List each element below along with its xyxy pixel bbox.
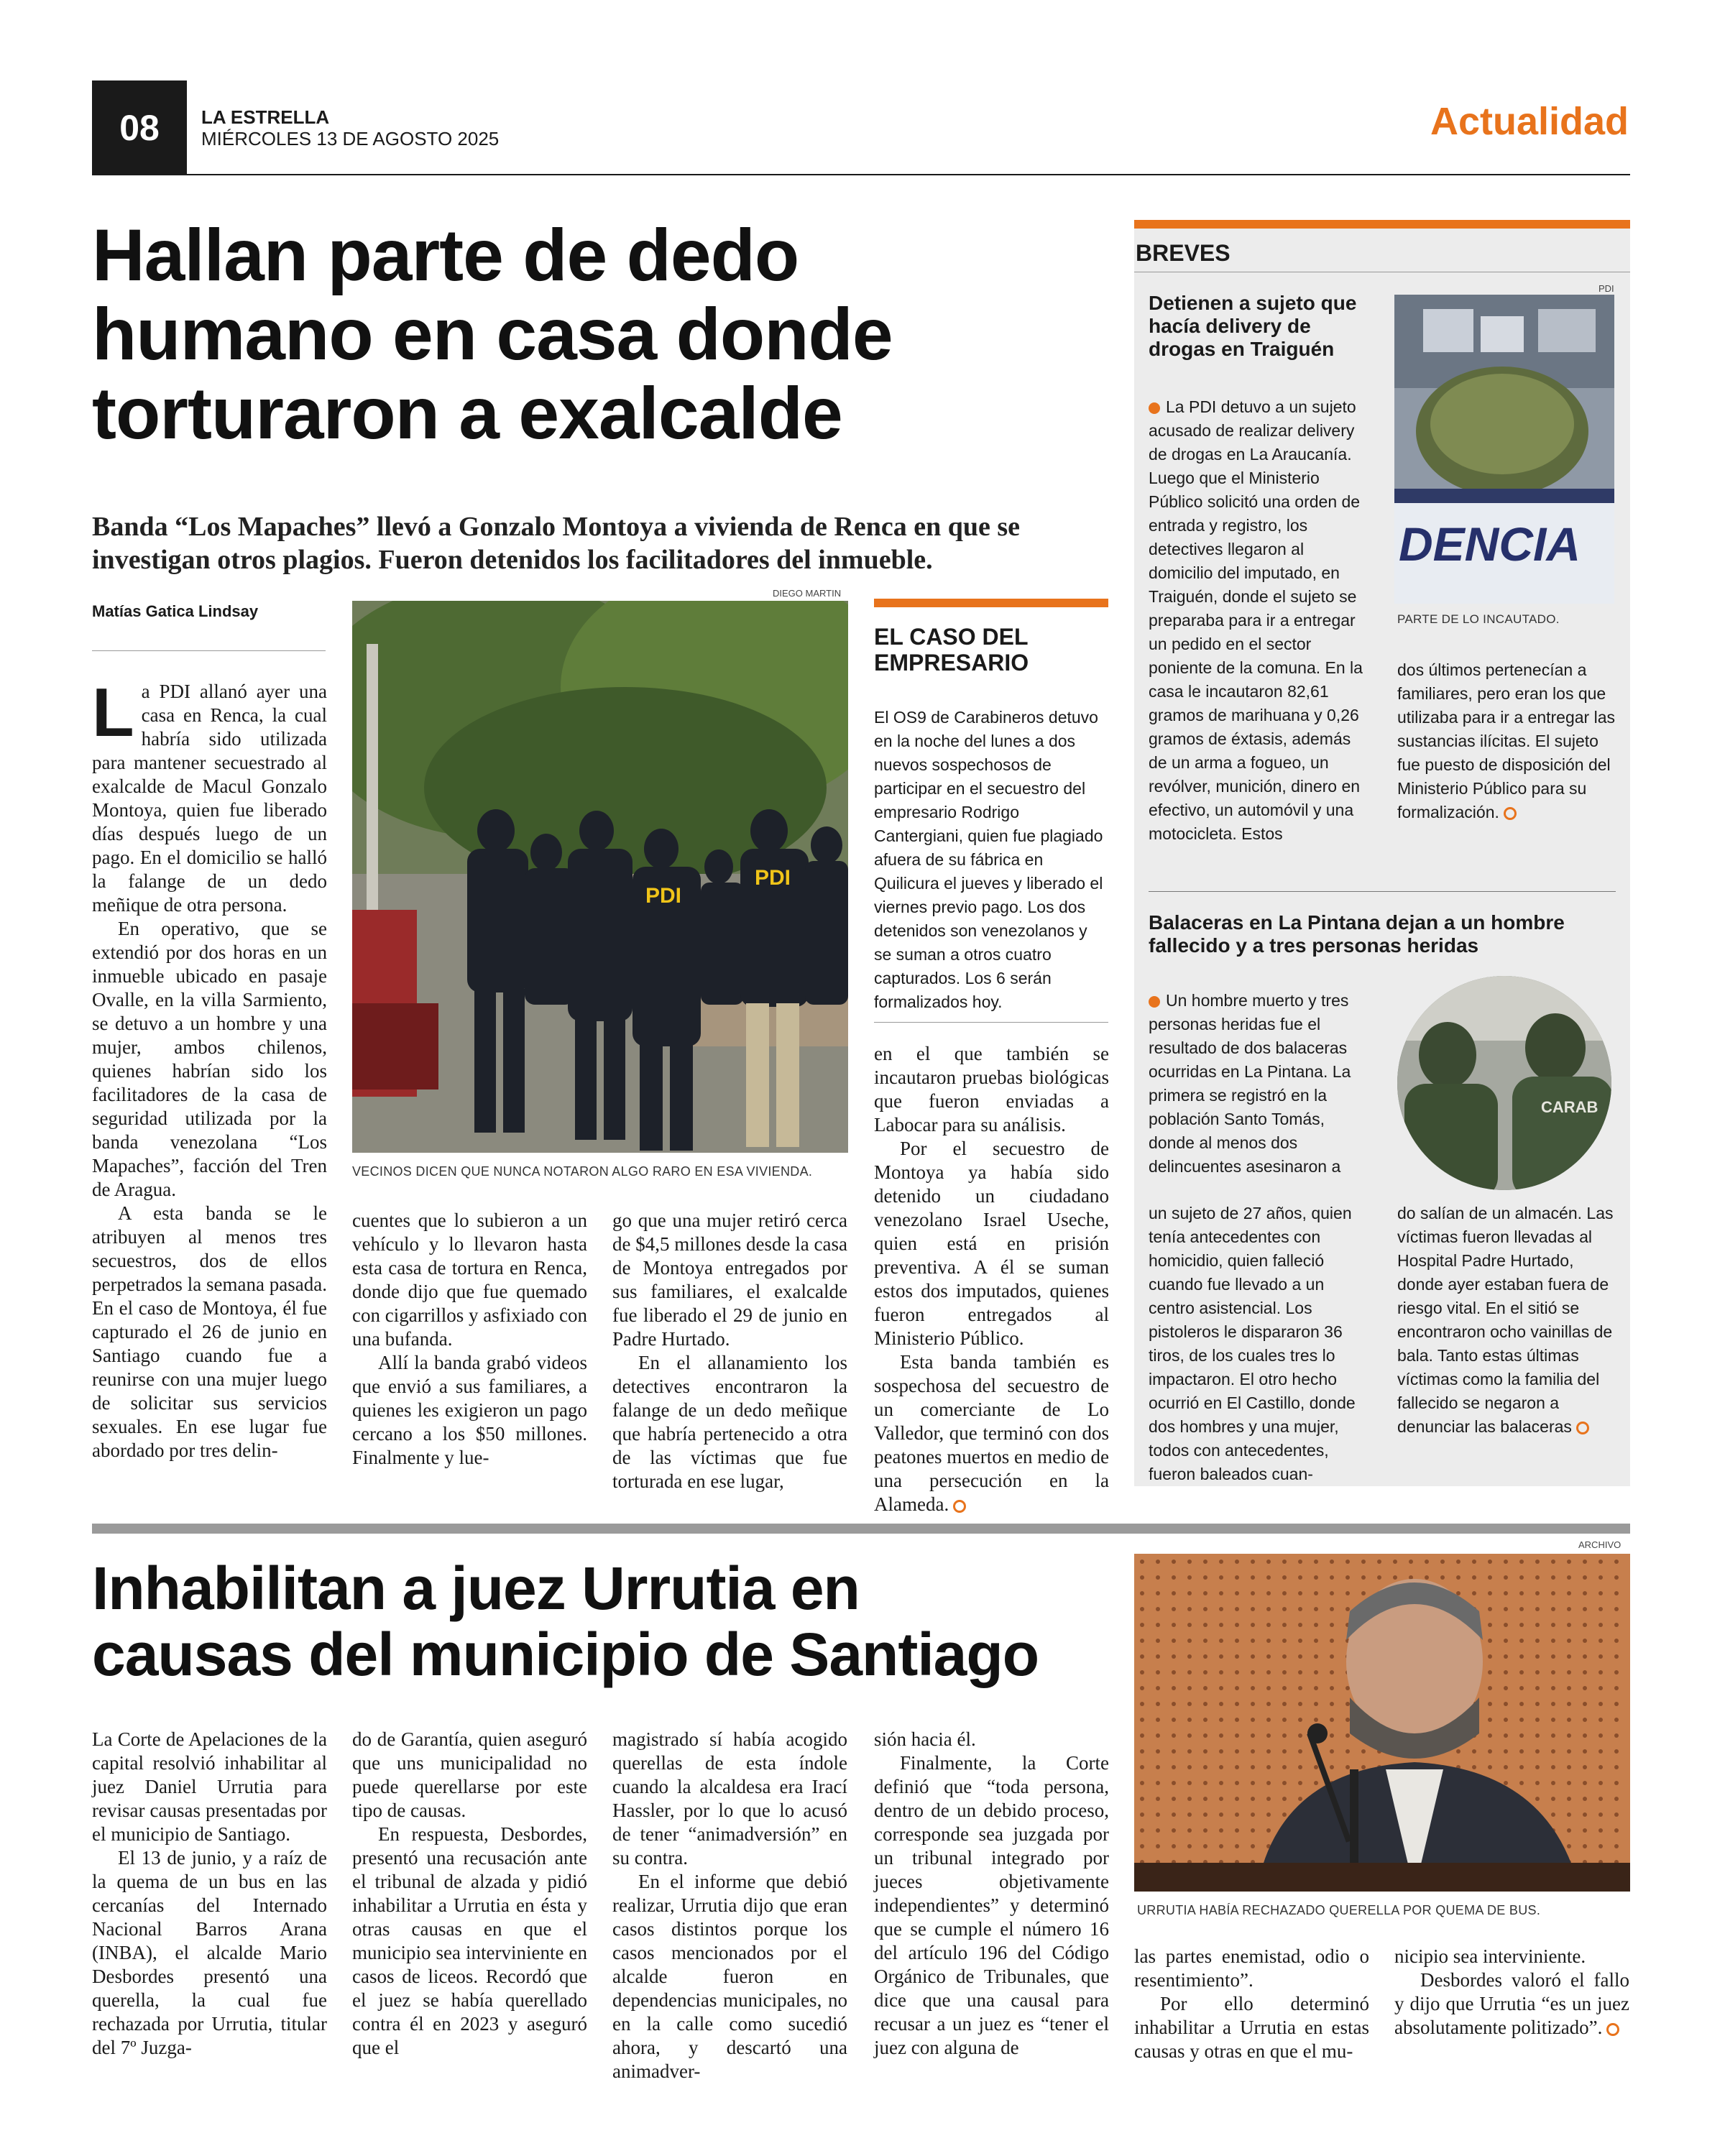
brief-2-text-a-top [1149,989,1364,1179]
paragraph: a PDI allanó ayer una casa en Renca, la cual habría sido utilizada para mantener secuestrado al exalcalde de Macul Gonzalo Montoya, quien fue liberado días después luego de un pago. En el domicilio se halló la falange de un dedo meñique de otra persona. [92,681,327,916]
case-sidebar-bar [874,599,1108,607]
second-photo [1134,1554,1630,1892]
breves-bar [1134,220,1630,229]
article-column-3 [612,1209,847,1493]
second-photo-caption: URRUTIA HABÍA RECHAZADO QUERELLA POR QUEMA DE BUS. [1137,1903,1541,1917]
paragraph: Finalmente, la Corte definió que “toda persona, dentro de un debido proceso, corresponde sea juzgada por un tribunal integrado por jueces objetivamente independientes” y determinó que se cumple el número 16 del artículo 196 del Código Orgánico de Tribunales, que dice que una causal para recusar a un juez es “tener el juez con alguna de [874,1752,1109,2058]
brief-2-title [1149,911,1623,957]
paragraph: nicipio sea interviniente. [1394,1945,1586,1967]
brief-2-text-b [1397,1202,1617,1439]
paragraph: En el informe que debió realizar, Urrutia dijo que eran casos distintos porque los casos mencionados por el alcalde fueron en dependencias municipales, no en la calle como sucedió ahora, y descartó una animadver- [612,1871,847,2082]
second-photo-credit: ARCHIVO [1578,1539,1622,1550]
paragraph: El 13 de junio, y a raíz de la quema de un bus en las cercanías del Internado Nacional Barros Arana (INBA), el alcalde Mario Desbordes presentó una querella, la cual fue rechazada por Urrutia, titular del 7º Juzga- [92,1847,327,2058]
brief-title-line: hacía delivery de [1149,315,1311,337]
brief-paragraph: un sujeto de 27 años, quien tenía antecedentes con homicidio, quien falleció cuando fue llevado a un centro asistencial. Los pistoleros le dispararon 36 tiros, de los cuales tres lo impactaron. El otro hecho ocurrió en El Castillo, donde dos hombres y una mujer, todos con antecedentes, fueron baleados cuan- [1149,1204,1356,1483]
paragraph [874,1350,1109,1516]
section-divider [92,1524,1630,1534]
article-column-1 [92,674,327,1462]
brief-1-text-a [1149,395,1368,846]
paragraph: magistrado sí había acogido querellas de esta índole cuando la alcaldesa era Irací Hassler, por lo que lo acusó de tener “animadversión” en su contra. [612,1728,847,1869]
paragraph: las partes enemistad, odio o resentimiento”. [1134,1945,1369,1991]
end-mark-icon [953,1500,966,1513]
end-mark-icon [1606,2023,1619,2036]
brief-1-title [1149,292,1393,361]
case-sidebar-text: El OS9 de Carabineros detuvo en la noche del lunes a dos nuevos sospechosos de participar en el secuestro del empresario Rodrigo Cantergiani, quien fue plagiado afuera de su fábrica en Quilicura el jueves y liberado el viernes previo pago. Los dos detenidos son venezolanos y se suman a otros cuatro capturados. Los 6 serán formalizados hoy. [874,708,1103,1011]
seized-drugs-photo [1394,295,1614,604]
second-column-4 [874,1728,1109,2060]
case-sidebar-title [874,624,1108,676]
header-rule [92,174,1630,175]
page-number: 08 [92,80,187,175]
paragraph: En respuesta, Desbordes, presentó una recusación ante el tribunal de alzada y pidió inhabilitar a Urrutia en ésta y otras causas en que el municipio sea interviniente en casos de liceos. Recordó que el juez se había querellado contra él en 2023 y aseguró que el [352,1823,587,2058]
main-headline [92,216,1127,453]
sidebar-title-line: EL CASO DEL [874,624,1029,650]
second-column-2 [352,1728,587,2060]
paragraph [1394,1968,1629,2040]
byline: Matías Gatica Lindsay [92,602,259,620]
brief-paragraph: dos últimos pertenecían a familiares, pero eran los que utilizaba para ir a entregar las sustancias ilícitas. El sujeto fue puesto de disposición del Ministerio Público para su formalización. [1397,660,1615,821]
paper-name: LA ESTRELLA [201,106,330,128]
paragraph: Allí la banda grabó videos que envió a sus familiares, a quienes les exigieron un pago cercano a los $50 millones. Finalmente y lue- [352,1352,587,1468]
sidebar-title-line: EMPRESARIO [874,650,1029,676]
brief-paragraph: La PDI detuvo a un sujeto acusado de realizar delivery de drogas en La Araucanía. Luego que el Ministerio Público solicitó una orden de entrada y registro, los detectives llegaron al domicilio del imputado, en Traiguén, donde el sujeto se preparaba para ir a entregar un pedido en el sector poniente de la comuna. En la casa le incautaron 82,61 gramos de marihuana y 0,26 gramos de éxtasis, además de un arma a fogueo, un revólver, munición, dinero en efectivo, un automóvil y una motocicleta. Estos [1149,397,1363,843]
paragraph: En operativo, que se extendió por dos horas en un inmueble ubicado en pasaje Ovalle, en la villa Sarmiento, se detuvo a un hombre y una mujer, ambos chilenos, quienes habrían sido los facilitadores de la casa de seguridad utilizada por la banda venezolana “Los Mapaches”, facción del Tren de Aragua. [92,918,327,1200]
paragraph: do de Garantía, quien aseguró que uns municipalidad no puede querellarse por este tipo de causas. [352,1728,587,1821]
brief-title-line: Detienen a sujeto que [1149,292,1357,314]
judge-portrait-photo [1134,1554,1630,1892]
second-headline [92,1555,1134,1687]
photo-caption: VECINOS DICEN QUE NUNCA NOTARON ALGO RARO EN ESA VIVIENDA. [352,1164,813,1179]
brief-1-text-b [1397,658,1617,824]
brief-divider [1149,891,1616,892]
vest-text: PDI [645,884,682,908]
paragraph: La Corte de Apelaciones de la capital resolvió inhabilitar al juez Daniel Urrutia para revisar causas presentadas por el municipio de Santiago. [92,1728,327,1845]
vest-text: PDI [755,866,791,890]
paragraph: Por el secuestro de Montoya ya había sido detenido un ciudadano venezolano Israel Useche, quien está en prisión preventiva. A él se suman estos dos imputados, quienes fueron entregados al Ministerio Público. [874,1138,1109,1349]
headline-line: Inhabilitan a juez Urrutia en [92,1554,860,1622]
brief-title-line: fallecido y a tres personas heridas [1149,934,1479,957]
paragraph: A esta banda se le atribuyen al menos tres secuestros, dos de ellos perpetrados la semana pasada. En el caso de Montoya, él fue capturado el 26 de junio en Santiago cuando fue a reunirse con una mujer luego de solicitar sus servicios sexuales. En ese lugar fue abordado por tres delin- [92,1202,327,1461]
main-photo [352,601,848,1153]
second-column-5 [1134,1945,1369,2063]
breves-label: BREVES [1136,240,1230,266]
drop-cap: L [92,674,134,751]
bullet-dot-icon [1149,402,1160,414]
issue-date: MIÉRCOLES 13 DE AGOSTO 2025 [201,128,500,149]
carabineros-photo [1397,976,1611,1190]
paragraph: sión hacia él. [874,1728,976,1750]
headline-line: humano en casa donde [92,293,893,375]
brief-paragraph: Un hombre muerto y tres personas heridas fue el resultado de dos balaceras ocurridas en La Pintana. La primera se registró en la población Santo Tomás, donde al menos dos delincuentes asesinaron a [1149,991,1351,1176]
photo-credit: DIEGO MARTIN [773,588,842,599]
brief-2-text-a-bottom [1149,1202,1368,1486]
end-mark-icon [1576,1422,1589,1434]
brief-title-line: drogas en Traiguén [1149,338,1335,360]
case-sidebar-rule [874,1022,1108,1023]
paragraph-text: Esta banda también es sospechosa del secuestro de un comerciante de Lo Valledor, que terminó con dos peatones muertos en medio de una persecución en la Alameda. [874,1351,1109,1515]
section-label: Actualidad [1430,100,1629,143]
headline-line: causas del municipio de Santiago [92,1621,1039,1688]
paragraph: go que una mujer retiró cerca de $4,5 millones desde la casa de Montoya entregados por sus familiares, el exalcalde fue liberado el 29 de junio en Padre Hurtado. [612,1210,847,1350]
brief-2-photo [1397,976,1611,1190]
paragraph: cuentes que lo subieron a un vehículo y lo llevaron hasta esta casa de tortura en Renca, donde dijo que fue quemado con cigarrillos y asfixiado con una bufanda. [352,1210,587,1350]
paragraph: Por ello determinó inhabilitar a Urrutia en estas causas y otras en que el mu- [1134,1993,1369,2062]
article-column-2 [352,1209,587,1470]
paragraph-text: Desbordes valoró el fallo y dijo que Urrutia “es un juez absolutamente politizado”. [1394,1969,1629,2038]
paragraph: en el que también se incautaron pruebas biológicas que fueron enviadas a Labocar para su análisis. [874,1043,1109,1135]
brief-paragraph: do salían de un almacén. Las víctimas fueron llevadas al Hospital Padre Hurtado, donde ayer estaban fuera de riesgo vital. En el sitió se encontraron ocho vainillas de bala. Tanto estas últimas víctimas como la familia del fallecido se negaron a denunciar las balaceras [1397,1204,1614,1436]
brief-title-line: Balaceras en La Pintana dejan a un hombre [1149,911,1565,934]
police-raid-photo [352,601,848,1153]
article-column-4 [874,1042,1109,1516]
second-column-6 [1394,1945,1629,2040]
second-column-1 [92,1728,327,2060]
second-column-3 [612,1728,847,2083]
brief-1-photo-credit: PDI [1598,283,1614,294]
brief-1-photo [1394,295,1614,604]
byline-rule [92,650,326,651]
bullet-dot-icon [1149,996,1160,1008]
headline-line: Hallan parte de dedo [92,214,799,296]
brief-1-photo-caption: PARTE DE LO INCAUTADO. [1397,612,1560,626]
evidence-sign-text: DENCIA [1399,517,1581,571]
headline-line: torturaron a exalcalde [92,372,842,454]
uniform-text: CARAB [1541,1098,1598,1116]
paragraph: En el allanamiento los detectives encontraron la falange de un dedo meñique que habría pertenecido a otra de las víctimas que fue torturada en ese lugar, [612,1352,847,1492]
end-mark-icon [1504,807,1517,820]
main-deck: Banda “Los Mapaches” llevó a Gonzalo Montoya a vivienda de Renca en que se investigan otros plagios. Fueron detenidos los facilitadores del inmueble. [92,512,1020,575]
masthead [201,106,499,149]
